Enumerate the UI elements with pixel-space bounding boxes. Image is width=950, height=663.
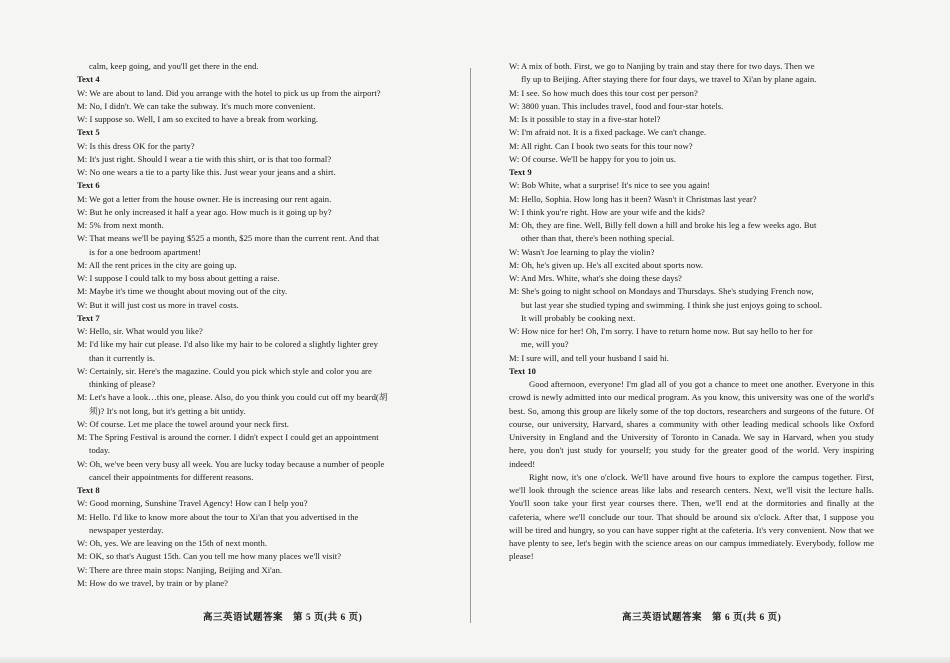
- section-heading: Text 4: [77, 74, 100, 85]
- dialogue-line: M: Oh, they are fine. Well, Billy fell down a hill and broke his leg a few weeks ago. But: [509, 220, 817, 230]
- dialogue-line: M: OK, so that's August 15th. Can you tell me how many places we'll visit?: [77, 551, 342, 562]
- dialogue-line: today.: [89, 445, 110, 456]
- dialogue-line: M: I sure will, and tell your husband I said hi.: [509, 352, 669, 363]
- dialogue-line: M: All the rent prices in the city are going up.: [77, 259, 237, 270]
- right-page-footer: 高三英语试题答案 第 6 页(共 6 页): [622, 613, 782, 623]
- dialogue-line: W: 3800 yuan. This includes travel, food and four-star hotels.: [509, 100, 724, 111]
- dialogue-line: W: There are three main stops: Nanjing, Beijing and Xi'an.: [77, 564, 283, 575]
- dialogue-line: than it currently is.: [89, 352, 155, 363]
- dialogue-line: M: How do we travel, by train or by plane?: [77, 577, 229, 588]
- dialogue-line: W: Good morning, Sunshine Travel Agency! How can I help you?: [77, 498, 308, 509]
- dialogue-line: me, will you?: [521, 339, 569, 350]
- dialogue-line: M: Is it possible to stay in a five-star hotel?: [509, 114, 661, 124]
- dialogue-line: M: I'd like my hair cut please. I'd also like my hair to be colored a slightly lighter grey: [77, 339, 378, 350]
- dialogue-line: calm, keep going, and you'll get there in the end.: [89, 61, 259, 71]
- dialogue-line: W: But it will just cost us more in travel costs.: [77, 299, 239, 310]
- dialogue-line: 须)? It's not long, but it's getting a bit untidy.: [89, 405, 246, 416]
- dialogue-line: is for a one bedroom apartment!: [89, 246, 202, 257]
- dialogue-line: W: Oh, we've been very busy all week. You are lucky today because a number of people: [77, 458, 385, 469]
- dialogue-line: W: I suppose so. Well, I am so excited to have a break from working.: [77, 114, 319, 124]
- dialogue-line: M: Hello. I'd like to know more about the tour to Xi'an that you advertised in the: [77, 511, 359, 522]
- dialogue-line: W: Of course. Let me place the towel around your neck first.: [77, 418, 289, 429]
- dialogue-line: but last year she studied typing and swimming. I think she just enjoys going to school.: [521, 299, 823, 310]
- dialogue-line: W: Hello, sir. What would you like?: [77, 326, 203, 336]
- dialogue-line: fly up to Beijing. After staying there for four days, we travel to Xi'an by plane again.: [521, 74, 817, 85]
- dialogue-line: W: No one wears a tie to a party like this. Just wear your jeans and a shirt.: [77, 167, 336, 177]
- right-page-column: [509, 60, 874, 564]
- section-heading: Text 10: [509, 365, 537, 376]
- dialogue-line: M: I see. So how much does this tour cost per person?: [509, 87, 698, 98]
- dialogue-line: M: She's going to night school on Mondays and Thursdays. She's studying French now,: [509, 286, 814, 297]
- dialogue-line: W: I suppose I could talk to my boss about getting a raise.: [77, 273, 280, 283]
- dialogue-line: W: And Mrs. White, what's she doing these days?: [509, 273, 682, 283]
- section-heading: Text 5: [77, 127, 100, 138]
- dialogue-line: W: A mix of both. First, we go to Nanjing by train and stay there for two days. Then we: [509, 61, 815, 71]
- dialogue-line: It will probably be cooking next.: [521, 312, 636, 323]
- dialogue-line: W: But he only increased it half a year ago. How much is it going up by?: [77, 206, 332, 217]
- monologue-paragraph: Good afternoon, everyone! I'm glad all of you got a chance to meet one another. Everyone in this crowd is newly admitted into our medical program. As you know, this university was one of the world's best. So, among this group are likely some of the top doctors, researchers and surgeons of the future. Of course, our university, Harvard, shares a community with other leading medical schools like Oxford University in England and the University of Toronto in Canada. We say in Harvard, when you study here, you don't just study for yourself; you study for the greater good of the world. Very inspiring indeed!: [509, 379, 874, 469]
- dialogue-line: M: Oh, he's given up. He's all excited about sports now.: [509, 259, 704, 270]
- dialogue-line: W: I'm afraid not. It is a fixed package. We can't change.: [509, 127, 707, 138]
- dialogue-line: W: I think you're right. How are your wife and the kids?: [509, 206, 705, 217]
- page-divider: [470, 68, 471, 623]
- dialogue-line: M: 5% from next month.: [77, 220, 164, 230]
- dialogue-line: W: We are about to land. Did you arrange with the hotel to pick us up from the airport?: [77, 87, 381, 98]
- dialogue-line: M: Hello, Sophia. How long has it been? Wasn't it Christmas last year?: [509, 193, 757, 204]
- dialogue-line: newspaper yesterday.: [89, 524, 164, 535]
- left-page-footer: 高三英语试题答案 第 5 页(共 6 页): [203, 613, 363, 623]
- dialogue-line: M: Let's have a look…this one, please. Also, do you think you could cut off my beard(胡: [77, 392, 388, 403]
- monologue-paragraph: Right now, it's one o'clock. We'll have around five hours to explore the campus together. First, we'll look through the science areas like labs and research centers. Next, we'll visit the lecture halls. You'll soon take your first year courses there. Then, we'll end at the dormitories and finally at the cafeteria, where we'll conclude our tour. That should be around six o'clock. After that, I suppose you will be tired and hungry, so you can have supper right at the cafeteria. It's very convenient. Now that we have plenty to see, let's begin with the science areas on our campus immediately. Everybody, follow me please!: [509, 471, 874, 562]
- dialogue-line: M: It's just right. Should I wear a tie with this shirt, or is that too formal?: [77, 153, 332, 164]
- dialogue-line: W: Bob White, what a surprise! It's nice to see you again!: [509, 180, 711, 191]
- scan-bottom-edge: [0, 657, 950, 663]
- section-heading: Text 9: [509, 167, 532, 177]
- left-page-column: [77, 60, 447, 590]
- dialogue-line: thinking of please?: [89, 379, 156, 389]
- dialogue-line: W: Of course. We'll be happy for you to join us.: [509, 153, 676, 164]
- dialogue-line: M: Maybe it's time we thought about moving out of the city.: [77, 286, 288, 297]
- dialogue-line: M: The Spring Festival is around the corner. I didn't expect I could get an appointment: [77, 432, 379, 442]
- dialogue-line: M: All right. Can I book two seats for this tour now?: [509, 140, 693, 151]
- dialogue-line: M: No, I didn't. We can take the subway. It's much more convenient.: [77, 100, 316, 111]
- dialogue-line: M: We got a letter from the house owner. He is increasing our rent again.: [77, 193, 332, 204]
- dialogue-line: W: Certainly, sir. Here's the magazine. Could you pick which style and color you are: [77, 365, 372, 376]
- dialogue-line: W: Is this dress OK for the party?: [77, 140, 195, 151]
- dialogue-line: W: Oh, yes. We are leaving on the 15th of next month.: [77, 538, 268, 548]
- dialogue-line: W: Wasn't Joe learning to play the violin?: [509, 246, 655, 257]
- section-heading: Text 7: [77, 312, 100, 323]
- section-heading: Text 8: [77, 485, 100, 495]
- section-heading: Text 6: [77, 180, 100, 191]
- dialogue-line: W: How nice for her! Oh, I'm sorry. I have to return home now. But say hello to her for: [509, 326, 813, 336]
- dialogue-line: cancel their appointments for different reasons.: [89, 471, 254, 482]
- dialogue-line: W: That means we'll be paying $525 a month, $25 more than the current rent. And that: [77, 233, 380, 244]
- dialogue-line: other than that, there's been nothing special.: [521, 233, 675, 244]
